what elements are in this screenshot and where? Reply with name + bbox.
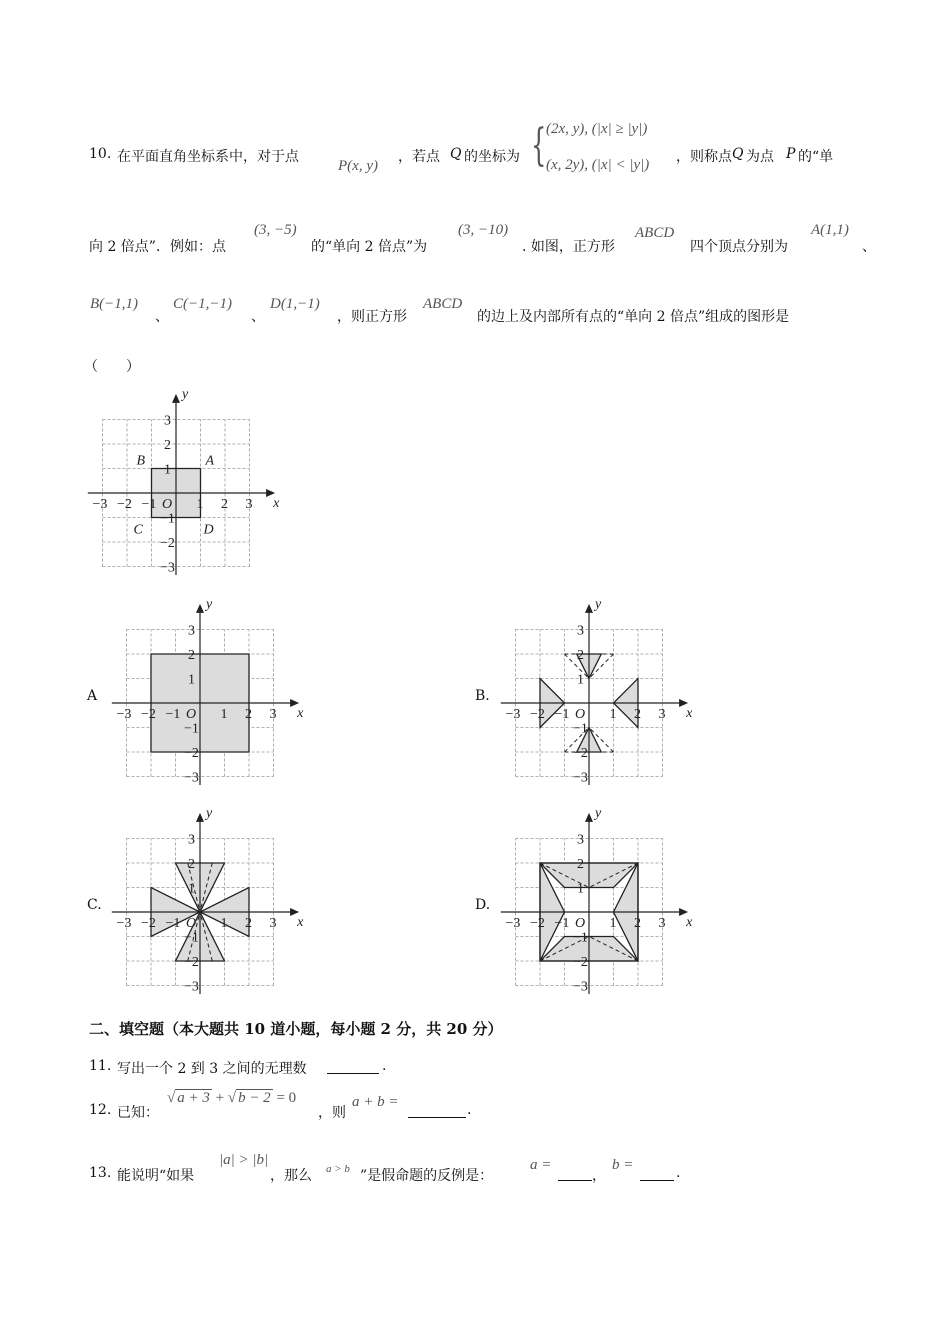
origin-label: O — [186, 916, 197, 931]
x-tick-label: 3 — [269, 916, 277, 931]
q13-b-blank[interactable] — [640, 1165, 674, 1185]
q11-text: 写出一个 2 到 3 之间的无理数 — [117, 1061, 307, 1077]
y-axis-label: y — [595, 596, 602, 612]
q10-line1-text-b: ，若点 — [398, 149, 440, 165]
figure-option-c[interactable] — [104, 804, 304, 994]
section2-title: 二、填空题（本大题共 10 道小题，每小题 2 分，共 20 分） — [89, 1020, 503, 1038]
y-axis-label: y — [206, 805, 213, 821]
y-tick-label: −3 — [573, 770, 588, 785]
y-axis-arrow-icon — [585, 604, 593, 613]
q10-line1-text-a: 在平面直角坐标系中，对于点 — [117, 149, 299, 165]
vertex-label-c: C — [133, 522, 143, 538]
q11-number: 11. — [89, 1058, 112, 1074]
q12-text-b: ，则 — [318, 1105, 346, 1121]
q13-b-equals: b = — [612, 1157, 634, 1173]
figure-option-a[interactable] — [104, 595, 304, 785]
x-tick-label: −2 — [141, 707, 156, 722]
vertex-label-d: D — [203, 522, 214, 538]
q10-line2-text-d: 四个顶点分别为 — [690, 239, 788, 255]
answer-paren: （ ） — [84, 359, 140, 375]
x-tick-label: 1 — [196, 497, 204, 512]
y-tick-label: −2 — [184, 955, 199, 970]
q13-text-a: 能说明“如果 — [117, 1168, 195, 1184]
y-tick-label: −1 — [573, 721, 588, 737]
sqrt-2-icon: √ — [227, 1090, 237, 1106]
x-tick-label: 2 — [245, 707, 252, 722]
x-tick-label: 3 — [269, 707, 277, 722]
y-tick-label: 3 — [164, 413, 171, 429]
x-axis-label: x — [273, 496, 280, 511]
y-tick-label: −3 — [184, 770, 199, 785]
q13-abs-condition: |a| > |b| — [219, 1152, 269, 1168]
x-axis-label: x — [686, 915, 693, 930]
y-tick-label: −1 — [184, 721, 199, 737]
plus-sign: + — [215, 1090, 225, 1106]
y-tick-label: 2 — [577, 648, 584, 663]
y-axis-arrow-icon — [172, 394, 180, 403]
y-tick-label: −1 — [160, 511, 175, 527]
q12-answer-blank[interactable] — [408, 1102, 466, 1122]
q13-text-b: ，那么 — [270, 1168, 312, 1184]
x-tick-label: 3 — [658, 707, 666, 722]
x-tick-label: −2 — [530, 916, 545, 931]
y-tick-label: 1 — [577, 672, 584, 688]
q13-comma: ， — [592, 1168, 606, 1184]
y-axis-label: y — [206, 596, 213, 612]
q12-text-a: 已知： — [117, 1105, 159, 1121]
x-tick-label: 2 — [245, 916, 252, 931]
option-d-label[interactable]: D. — [475, 897, 491, 913]
example-point: (3, −5) — [254, 222, 297, 238]
square-name-2: ABCD — [423, 296, 463, 312]
radicand-2: b − 2 — [238, 1090, 271, 1106]
x-tick-label: 1 — [220, 916, 228, 931]
origin-label: O — [575, 916, 586, 931]
origin-label: O — [575, 707, 586, 722]
y-tick-label: 3 — [188, 832, 195, 848]
x-axis-label: x — [297, 915, 304, 930]
y-tick-label: 3 — [188, 623, 195, 639]
y-tick-label: 2 — [577, 857, 584, 872]
q13-a-equals: a = — [530, 1157, 552, 1173]
p-letter: P — [786, 146, 796, 162]
y-tick-label: 1 — [188, 672, 195, 688]
q-letter: Q — [450, 146, 462, 162]
x-tick-label: −2 — [141, 916, 156, 931]
case-1: (2x, y), (|x| ≥ |y|) — [546, 121, 648, 137]
y-tick-label: −1 — [184, 930, 199, 946]
q-letter-2: Q — [732, 146, 744, 162]
y-tick-label: 3 — [577, 832, 584, 848]
point-b: B(−1,1) — [90, 296, 139, 312]
x-tick-label: 2 — [634, 707, 641, 722]
x-tick-label: −3 — [116, 707, 132, 722]
y-axis-arrow-icon — [196, 813, 204, 822]
y-tick-label: 1 — [577, 881, 584, 897]
x-tick-label: −3 — [505, 916, 521, 931]
q12-formula — [167, 1090, 296, 1107]
vertex-label-a: A — [205, 453, 215, 469]
y-axis-label: y — [595, 805, 602, 821]
x-tick-label: −3 — [92, 497, 108, 512]
q13-a-blank[interactable] — [558, 1165, 592, 1185]
point-d: D(1,−1) — [270, 296, 320, 312]
x-tick-label: 3 — [245, 497, 253, 512]
y-tick-label: −2 — [573, 746, 588, 761]
q10-line1-text-e: 为点 — [746, 149, 774, 165]
x-tick-label: 1 — [609, 707, 617, 722]
q12-number: 12. — [89, 1102, 112, 1118]
point-p: P(x, y) — [338, 158, 378, 174]
option-c-label[interactable]: C. — [87, 897, 102, 913]
square-name-1: ABCD — [635, 225, 675, 241]
option-a-label[interactable]: A — [87, 688, 98, 704]
q10-line2-text-c: . 如图，正方形 — [522, 239, 615, 255]
q10-line3-text-a: ，则正方形 — [337, 309, 407, 325]
equals-zero: = 0 — [276, 1090, 297, 1106]
vertex-label-b: B — [136, 453, 146, 469]
y-axis-arrow-icon — [196, 604, 204, 613]
example-result: (3, −10) — [458, 222, 509, 238]
separator-3: 、 — [251, 309, 265, 325]
x-tick-label: −1 — [554, 707, 570, 722]
x-tick-label: −1 — [554, 916, 570, 931]
x-tick-label: −3 — [505, 707, 521, 722]
q10-line2-text-b: 的“单向 2 倍点”为 — [311, 239, 428, 255]
q13-condition-2: a > b — [326, 1163, 350, 1175]
q13-number: 13. — [89, 1165, 112, 1181]
q10-line3-text-b: 的边上及内部所有点的“单向 2 倍点”组成的图形是 — [477, 309, 790, 325]
q13-text-c: ”是假命题的反例是： — [360, 1168, 494, 1184]
y-tick-label: 2 — [188, 648, 195, 663]
separator-2: 、 — [155, 309, 169, 325]
q10-line1-text-c: 的坐标为 — [464, 149, 520, 165]
y-tick-label: −3 — [573, 979, 588, 994]
q11-answer-blank[interactable] — [327, 1058, 379, 1078]
y-axis-arrow-icon — [585, 813, 593, 822]
y-tick-label: −3 — [184, 979, 199, 994]
q13-end: . — [676, 1165, 681, 1181]
x-tick-label: −1 — [141, 497, 157, 512]
x-tick-label: 1 — [609, 916, 617, 931]
q10-line1-text-f: 的“单 — [798, 149, 834, 165]
point-c: C(−1,−1) — [173, 296, 232, 312]
x-tick-label: −2 — [117, 497, 132, 512]
x-tick-label: −1 — [165, 707, 181, 722]
q10-number: 10. — [89, 146, 112, 162]
x-tick-label: 2 — [221, 497, 228, 512]
y-tick-label: 2 — [164, 438, 171, 453]
radicand-1: a + 3 — [177, 1090, 210, 1106]
x-tick-label: 1 — [220, 707, 228, 722]
option-b-label[interactable]: B. — [475, 688, 490, 704]
x-tick-label: −1 — [165, 916, 181, 931]
figure-option-b[interactable] — [493, 595, 693, 785]
x-axis-label: x — [297, 706, 304, 721]
y-tick-label: −3 — [160, 560, 175, 575]
y-tick-label: 3 — [577, 623, 584, 639]
y-tick-label: 2 — [188, 857, 195, 872]
x-tick-label: 3 — [658, 916, 666, 931]
y-tick-label: −2 — [160, 536, 175, 551]
x-axis-label: x — [686, 706, 693, 721]
x-tick-label: −2 — [530, 707, 545, 722]
figure-main — [80, 385, 280, 575]
y-tick-label: −2 — [184, 746, 199, 761]
q10-line2-text-a: 向 2 倍点”．例如：点 — [89, 239, 226, 255]
figure-option-d[interactable] — [493, 804, 693, 994]
separator-1: 、 — [862, 239, 876, 255]
q10-line1-text-d: ，则称点 — [676, 149, 732, 165]
case-brace: { — [531, 120, 547, 171]
q12-ab-expr: a + b = — [352, 1094, 399, 1110]
y-axis-label: y — [182, 386, 189, 402]
case-2: (x, 2y), (|x| < |y|) — [546, 157, 650, 173]
q12-end: . — [467, 1102, 472, 1118]
sqrt-1-icon: √ — [167, 1090, 176, 1106]
x-tick-label: −3 — [116, 916, 132, 931]
q11-end: . — [382, 1058, 387, 1074]
y-tick-label: −2 — [573, 955, 588, 970]
point-a: A(1,1) — [811, 222, 849, 238]
x-tick-label: 2 — [634, 916, 641, 931]
origin-label: O — [162, 497, 173, 512]
y-tick-label: 1 — [164, 462, 171, 478]
y-tick-label: −1 — [573, 930, 588, 946]
y-tick-label: 1 — [188, 881, 195, 897]
origin-label: O — [186, 707, 197, 722]
